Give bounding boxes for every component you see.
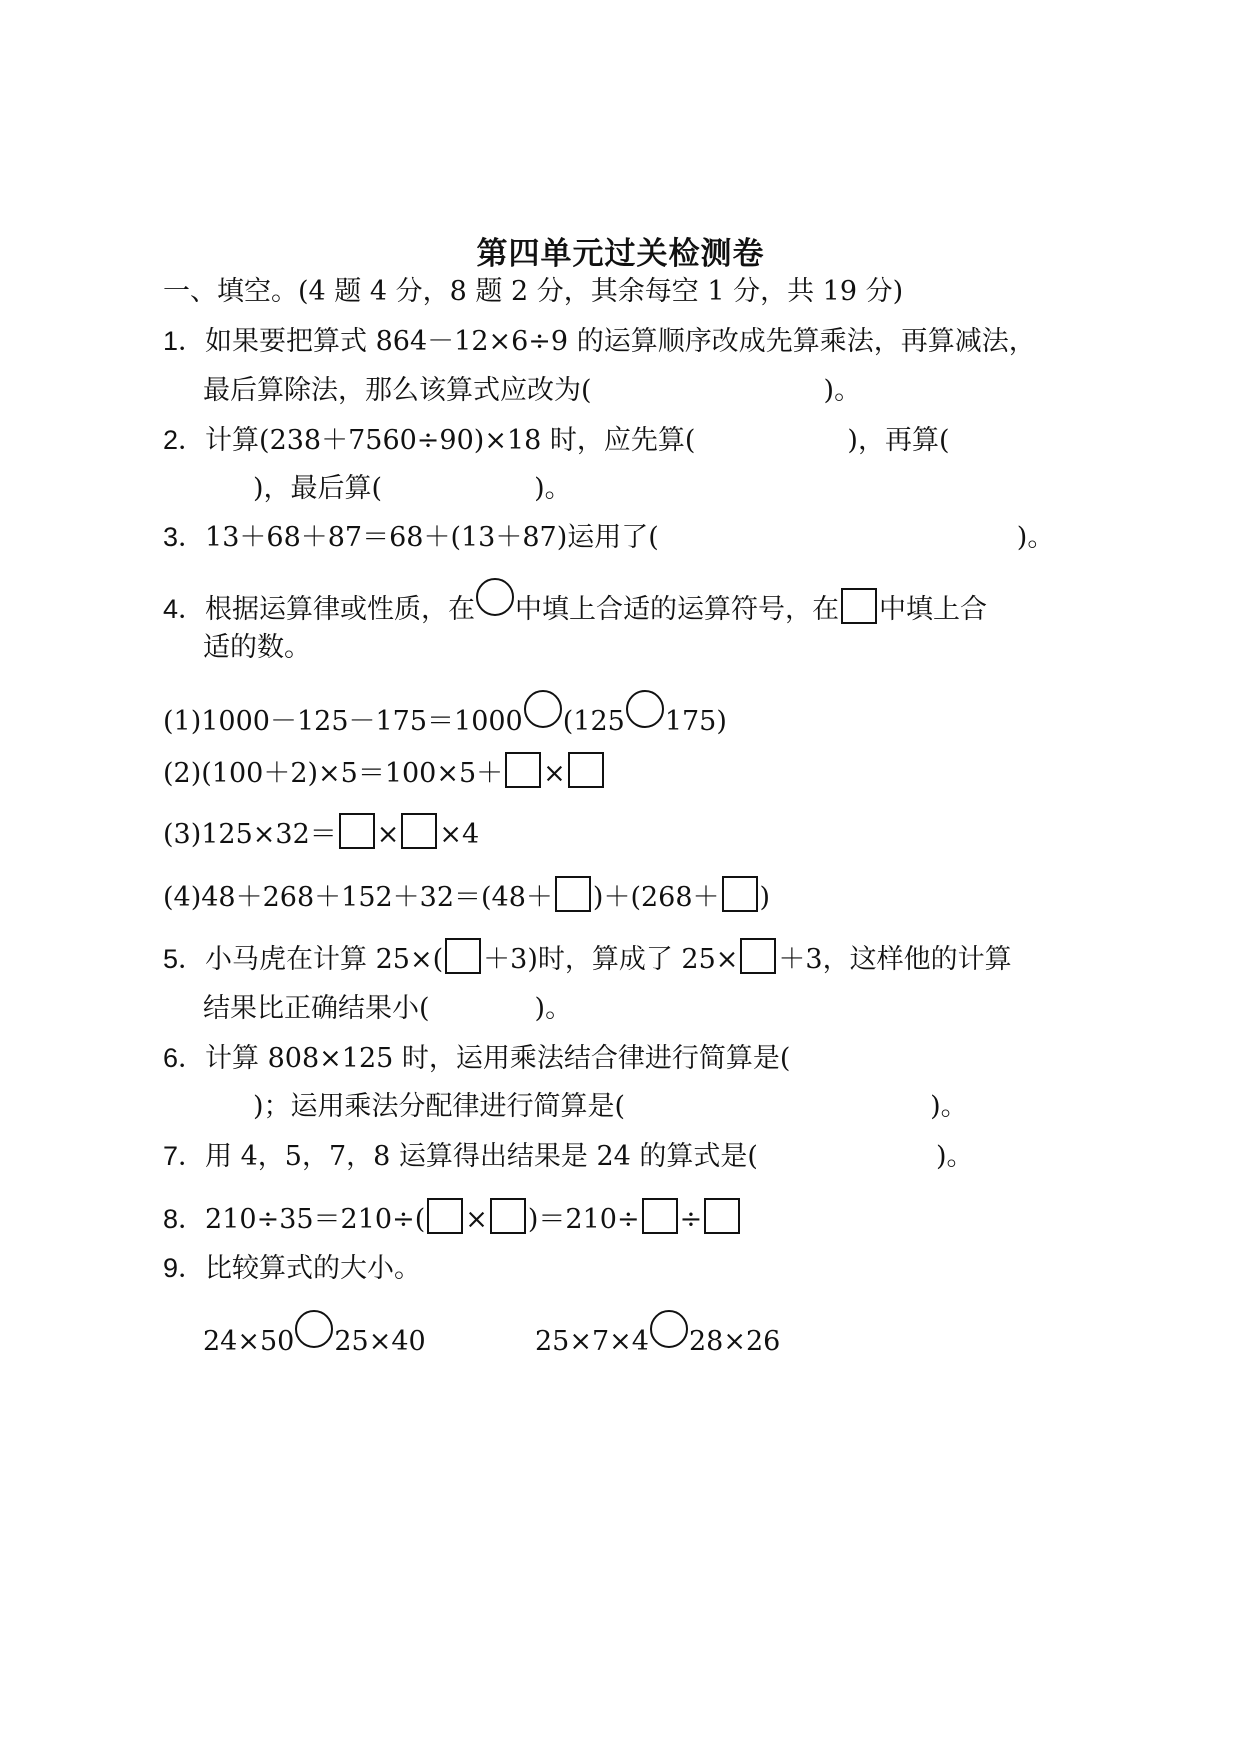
question-3: 3．13＋68＋87＝68＋(13＋87)运用了( )。 bbox=[163, 522, 1055, 553]
question-6-line-1: 6．计算 808×125 时，运用乘法结合律进行简算是( bbox=[163, 1043, 791, 1074]
question-4-part-3: (3)125×32＝ × ×4 bbox=[163, 813, 479, 855]
compare-circle-input[interactable] bbox=[295, 1310, 333, 1348]
question-5-line-2: 结果比正确结果小( )。 bbox=[203, 993, 573, 1024]
question-4-part-2: (2)(100＋2)×5＝100×5＋ × bbox=[163, 752, 606, 794]
number-box-input[interactable] bbox=[445, 938, 481, 974]
number-box-input[interactable] bbox=[401, 813, 437, 849]
question-number: 2． bbox=[163, 425, 206, 455]
question-9: 9．比较算式的大小。 bbox=[163, 1253, 422, 1284]
question-4-part-1: (1)1000－125－175＝1000 (125 175) bbox=[163, 690, 727, 742]
number-box-input[interactable] bbox=[704, 1198, 740, 1234]
section-heading: 一、填空。(4 题 4 分，8 题 2 分，其余每空 1 分，共 19 分) bbox=[163, 276, 904, 307]
question-number: 8． bbox=[163, 1204, 206, 1234]
number-box-input[interactable] bbox=[490, 1198, 526, 1234]
number-box-input[interactable] bbox=[427, 1198, 463, 1234]
question-2-line-1: 2．计算(238＋7560÷90)×18 时，应先算( )，再算( bbox=[163, 425, 950, 456]
question-number: 7． bbox=[163, 1141, 206, 1171]
square-symbol-icon bbox=[841, 588, 877, 624]
operator-circle-input[interactable] bbox=[626, 690, 664, 728]
question-4-line-1: 4．根据运算律或性质，在 中填上合适的运算符号，在 中填上合 bbox=[163, 578, 987, 630]
operator-circle-input[interactable] bbox=[524, 690, 562, 728]
question-6-line-2: )；运用乘法分配律进行简算是( )。 bbox=[253, 1091, 968, 1122]
compare-circle-input[interactable] bbox=[650, 1310, 688, 1348]
number-box-input[interactable] bbox=[555, 876, 591, 912]
number-box-input[interactable] bbox=[505, 752, 541, 788]
question-number: 3． bbox=[163, 522, 206, 552]
question-4-line-2: 适的数。 bbox=[203, 632, 311, 663]
question-7: 7．用 4，5，7，8 运算得出结果是 24 的算式是( )。 bbox=[163, 1141, 974, 1172]
number-box-input[interactable] bbox=[740, 938, 776, 974]
page-title: 第四单元过关检测卷 bbox=[476, 236, 765, 272]
comparison-right: 25×7×4 28×26 bbox=[535, 1310, 780, 1362]
circle-symbol-icon bbox=[476, 578, 514, 616]
comparison-left: 24×50 25×40 bbox=[203, 1310, 426, 1362]
number-box-input[interactable] bbox=[642, 1198, 678, 1234]
question-number: 4． bbox=[163, 594, 206, 624]
number-box-input[interactable] bbox=[722, 876, 758, 912]
question-number: 5． bbox=[163, 944, 206, 974]
question-number: 9． bbox=[163, 1253, 206, 1283]
number-box-input[interactable] bbox=[568, 752, 604, 788]
question-number: 6． bbox=[163, 1043, 206, 1073]
question-number: 1． bbox=[163, 326, 206, 356]
question-1-line-2: 最后算除法，那么该算式应改为( )。 bbox=[203, 375, 862, 406]
question-2-line-2: )，最后算( )。 bbox=[253, 473, 572, 504]
question-8: 8．210÷35＝210÷( × )＝210÷ ÷ bbox=[163, 1198, 742, 1240]
question-4-part-4: (4)48＋268＋152＋32＝(48＋ )＋(268＋ ) bbox=[163, 876, 770, 918]
question-1-line-1: 1．如果要把算式 864－12×6÷9 的运算顺序改成先算乘法，再算减法， bbox=[163, 326, 1036, 357]
question-5-line-1: 5．小马虎在计算 25×( ＋3)时，算成了 25× ＋3，这样他的计算 bbox=[163, 938, 1012, 980]
number-box-input[interactable] bbox=[339, 813, 375, 849]
